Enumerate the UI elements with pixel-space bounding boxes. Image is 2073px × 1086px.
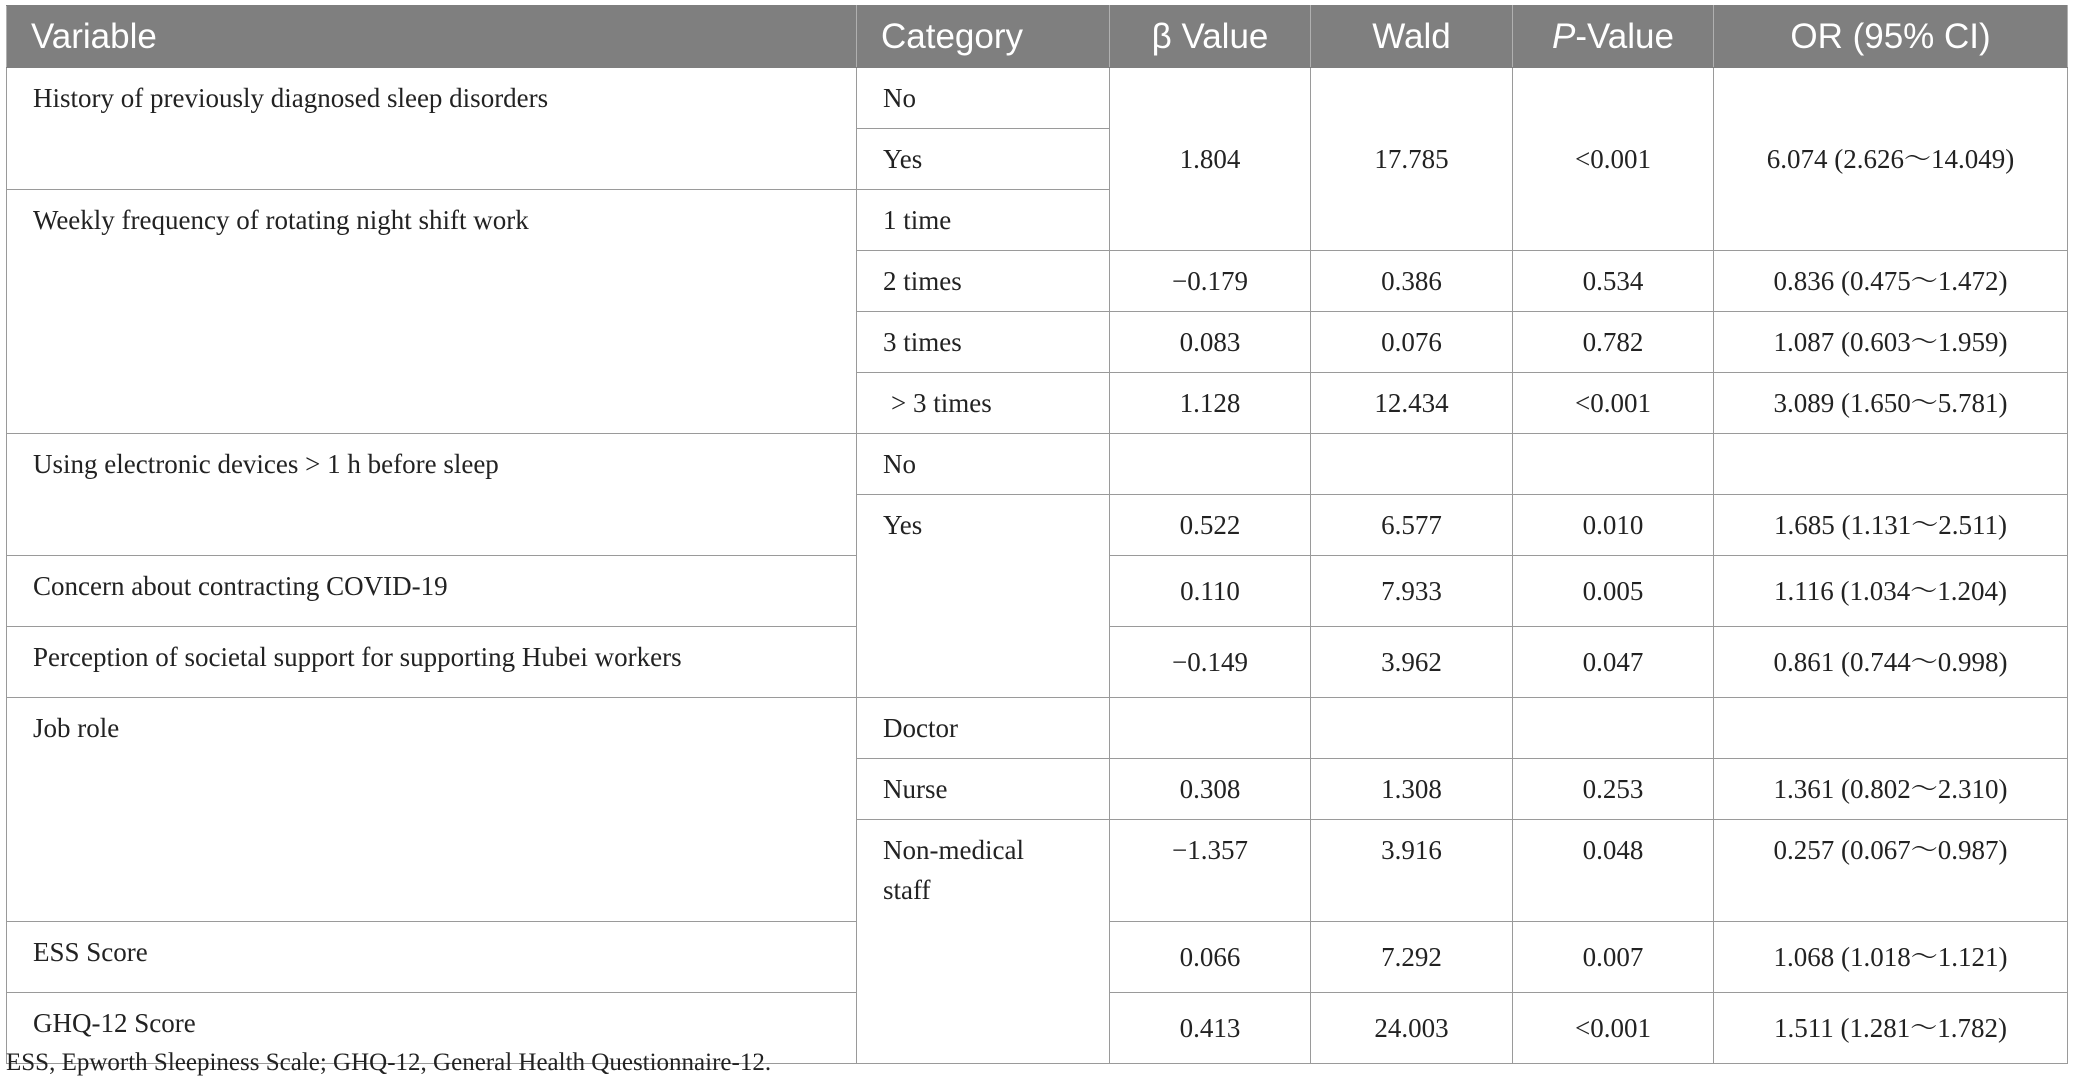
- variable-cell: History of previously diagnosed sleep disorders: [7, 68, 857, 190]
- or-cell: 3.089 (1.650～5.781): [1714, 373, 2068, 434]
- wald-cell: 1.308: [1311, 759, 1513, 820]
- p-value-cell: 0.007: [1513, 922, 1714, 993]
- empty-cell: [1110, 698, 1311, 759]
- variable-cell: GHQ-12 Score: [7, 993, 857, 1064]
- p-value-cell: 0.782: [1513, 312, 1714, 373]
- beta-cell: 0.066: [1110, 922, 1311, 993]
- p-value-cell: 0.047: [1513, 627, 1714, 698]
- p-value-cell: <0.001: [1513, 68, 1714, 251]
- header-or: OR (95% CI): [1714, 6, 2068, 68]
- wald-cell: 6.577: [1311, 495, 1513, 556]
- wald-cell: 7.933: [1311, 556, 1513, 627]
- beta-cell: 0.413: [1110, 993, 1311, 1064]
- p-value-cell: <0.001: [1513, 373, 1714, 434]
- p-value-cell: 0.048: [1513, 820, 1714, 922]
- variable-cell: Perception of societal support for supporting Hubei workers: [7, 627, 857, 698]
- category-cell: No: [857, 68, 1110, 129]
- beta-cell: 1.804: [1110, 68, 1311, 251]
- variable-cell: Job role: [7, 698, 857, 922]
- beta-cell: −0.179: [1110, 251, 1311, 312]
- p-value-cell: 0.005: [1513, 556, 1714, 627]
- empty-cell: [1714, 434, 2068, 495]
- beta-cell: 0.308: [1110, 759, 1311, 820]
- variable-cell: Concern about contracting COVID-19: [7, 556, 857, 627]
- wald-cell: 0.076: [1311, 312, 1513, 373]
- or-cell: 6.074 (2.626～14.049): [1714, 68, 2068, 251]
- beta-cell: −0.149: [1110, 627, 1311, 698]
- wald-cell: 12.434: [1311, 373, 1513, 434]
- category-cell: Doctor: [857, 698, 1110, 759]
- variable-cell: Weekly frequency of rotating night shift work: [7, 190, 857, 434]
- beta-cell: 0.083: [1110, 312, 1311, 373]
- category-cell: Non-medical staff: [857, 820, 1110, 1064]
- category-cell: > 3 times: [857, 373, 1110, 434]
- p-value-cell: <0.001: [1513, 993, 1714, 1064]
- header-p-suffix: -Value: [1575, 16, 1674, 56]
- variable-cell: ESS Score: [7, 922, 857, 993]
- category-cell: Nurse: [857, 759, 1110, 820]
- wald-cell: 0.386: [1311, 251, 1513, 312]
- or-cell: 1.087 (0.603～1.959): [1714, 312, 2068, 373]
- category-cell: Yes: [857, 129, 1110, 190]
- or-cell: 1.068 (1.018～1.121): [1714, 922, 2068, 993]
- beta-cell: 0.110: [1110, 556, 1311, 627]
- p-value-cell: 0.534: [1513, 251, 1714, 312]
- table-row: [7, 434, 2068, 495]
- header-p-letter: P: [1552, 16, 1576, 56]
- table-container: [6, 5, 2067, 1064]
- category-cell: No: [857, 434, 1110, 495]
- empty-cell: [1311, 434, 1513, 495]
- beta-cell: 1.128: [1110, 373, 1311, 434]
- or-cell: 1.685 (1.131～2.511): [1714, 495, 2068, 556]
- empty-cell: [1513, 434, 1714, 495]
- wald-cell: 17.785: [1311, 68, 1513, 251]
- p-value-cell: 0.253: [1513, 759, 1714, 820]
- empty-cell: [1311, 698, 1513, 759]
- header-row: [7, 6, 2068, 68]
- wald-cell: 3.962: [1311, 627, 1513, 698]
- category-cell: 3 times: [857, 312, 1110, 373]
- p-value-cell: 0.010: [1513, 495, 1714, 556]
- or-cell: 0.836 (0.475～1.472): [1714, 251, 2068, 312]
- empty-cell: [1110, 434, 1311, 495]
- table-row: [7, 68, 2068, 129]
- category-cell: 2 times: [857, 251, 1110, 312]
- header-p-value: [1513, 6, 1714, 68]
- category-cell: Yes: [857, 495, 1110, 698]
- or-cell: 0.257 (0.067～0.987): [1714, 820, 2068, 922]
- regression-table: [6, 5, 2068, 1064]
- beta-cell: 0.522: [1110, 495, 1311, 556]
- or-cell: 1.511 (1.281～1.782): [1714, 993, 2068, 1064]
- wald-cell: 7.292: [1311, 922, 1513, 993]
- table-row: [7, 698, 2068, 759]
- variable-cell: Using electronic devices > 1 h before sleep: [7, 434, 857, 556]
- wald-cell: 24.003: [1311, 993, 1513, 1064]
- or-cell: 0.861 (0.744～0.998): [1714, 627, 2068, 698]
- category-cell: 1 time: [857, 190, 1110, 251]
- beta-cell: −1.357: [1110, 820, 1311, 922]
- header-wald: Wald: [1311, 6, 1513, 68]
- wald-cell: 3.916: [1311, 820, 1513, 922]
- or-cell: 1.361 (0.802～2.310): [1714, 759, 2068, 820]
- header-category: Category: [857, 6, 1110, 68]
- or-cell: 1.116 (1.034～1.204): [1714, 556, 2068, 627]
- header-variable: Variable: [7, 6, 857, 68]
- empty-cell: [1513, 698, 1714, 759]
- table-footnote: ESS, Epworth Sleepiness Scale; GHQ-12, General Health Questionnaire-12.: [6, 1049, 772, 1076]
- empty-cell: [1714, 698, 2068, 759]
- header-beta: β Value: [1110, 6, 1311, 68]
